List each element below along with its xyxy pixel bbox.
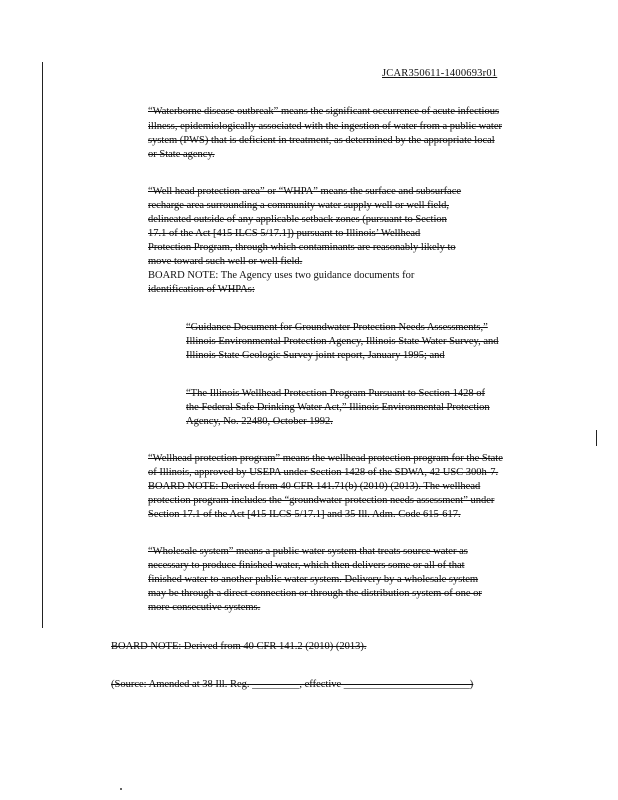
document-id (382, 68, 497, 79)
text-line: necessary to produce finished water, which then delivers some or all of that (148, 560, 465, 571)
text-line: delineated outside of any applicable setback zones (pursuant to Section (148, 214, 447, 225)
board-note: BOARD NOTE: Derived from 40 CFR 141.2 (2010) (2013). (111, 641, 367, 652)
text-line: “Guidance Document for Groundwater Protection Needs Assessments,” (186, 322, 488, 333)
text-line: Illinois State Geologic Survey joint report, January 1995; and (186, 350, 445, 361)
document-id-text: JCAR350611-1400693r01 (382, 68, 498, 79)
text-line: protection program includes the “groundwater protection needs assessment” under (148, 495, 495, 506)
text-line: 17.1 of the Act [415 ILCS 5/17.1]) pursuant to Illinois’ Wellhead (148, 228, 421, 239)
source-note: (Source: Amended at 38 Ill. Reg. _________, effective ________________________) (111, 679, 474, 690)
text-line: identification of WHPAs: (148, 284, 255, 295)
text-line: illness, epidemiologically associated with the ingestion of water from a public water (148, 121, 502, 132)
text-line: Protection Program, through which contaminants are reasonably likely to (148, 242, 456, 253)
text-line: may be through a direct connection or through the distribution system of one or (148, 588, 482, 599)
text-line: “Wholesale system” means a public water system that treats source water as (148, 546, 468, 557)
text-line: recharge area surrounding a community water supply well or well field, (148, 200, 449, 211)
text-line: “Waterborne disease outbreak” means the significant occurrence of acute infectious (148, 106, 500, 117)
page-edge-mark (596, 430, 597, 446)
board-note-line: BOARD NOTE: The Agency uses two guidance documents for (148, 270, 415, 281)
text-line: move toward such well or well field. (148, 256, 303, 267)
text-line: “Well head protection area” or “WHPA” means the surface and subsurface (148, 186, 462, 197)
text-line: Section 17.1 of the Act [415 ILCS 5/17.1] and 35 Ill. Adm. Code 615-617. (148, 509, 461, 520)
text-line: finished water to another public water system. Delivery by a wholesale system (148, 574, 479, 585)
text-line: or State agency. (148, 149, 215, 160)
text-line: Illinois Environmental Protection Agency, Illinois State Water Survey, and (186, 336, 499, 347)
revision-bar (42, 62, 43, 628)
text-line: system (PWS) that is deficient in treatment, as determined by the appropriate local (148, 135, 495, 146)
text-line: more consecutive systems. (148, 602, 261, 613)
text-line: BOARD NOTE: Derived from 40 CFR 141.71(b) (2010) (2013). The wellhead (148, 481, 481, 492)
text-line: “The Illinois Wellhead Protection Program Pursuant to Section 1428 of (186, 388, 486, 399)
scan-speck (120, 788, 122, 790)
text-line: of Illinois, approved by USEPA under Section 1428 of the SDWA, 42 USC 300h-7. (148, 467, 499, 478)
text-line: “Wellhead protection program” means the wellhead protection program for the State (148, 453, 503, 464)
text-line: the Federal Safe Drinking Water Act,” Illinois Environmental Protection (186, 402, 490, 413)
text-line: Agency, No. 22480, October 1992. (186, 416, 333, 427)
